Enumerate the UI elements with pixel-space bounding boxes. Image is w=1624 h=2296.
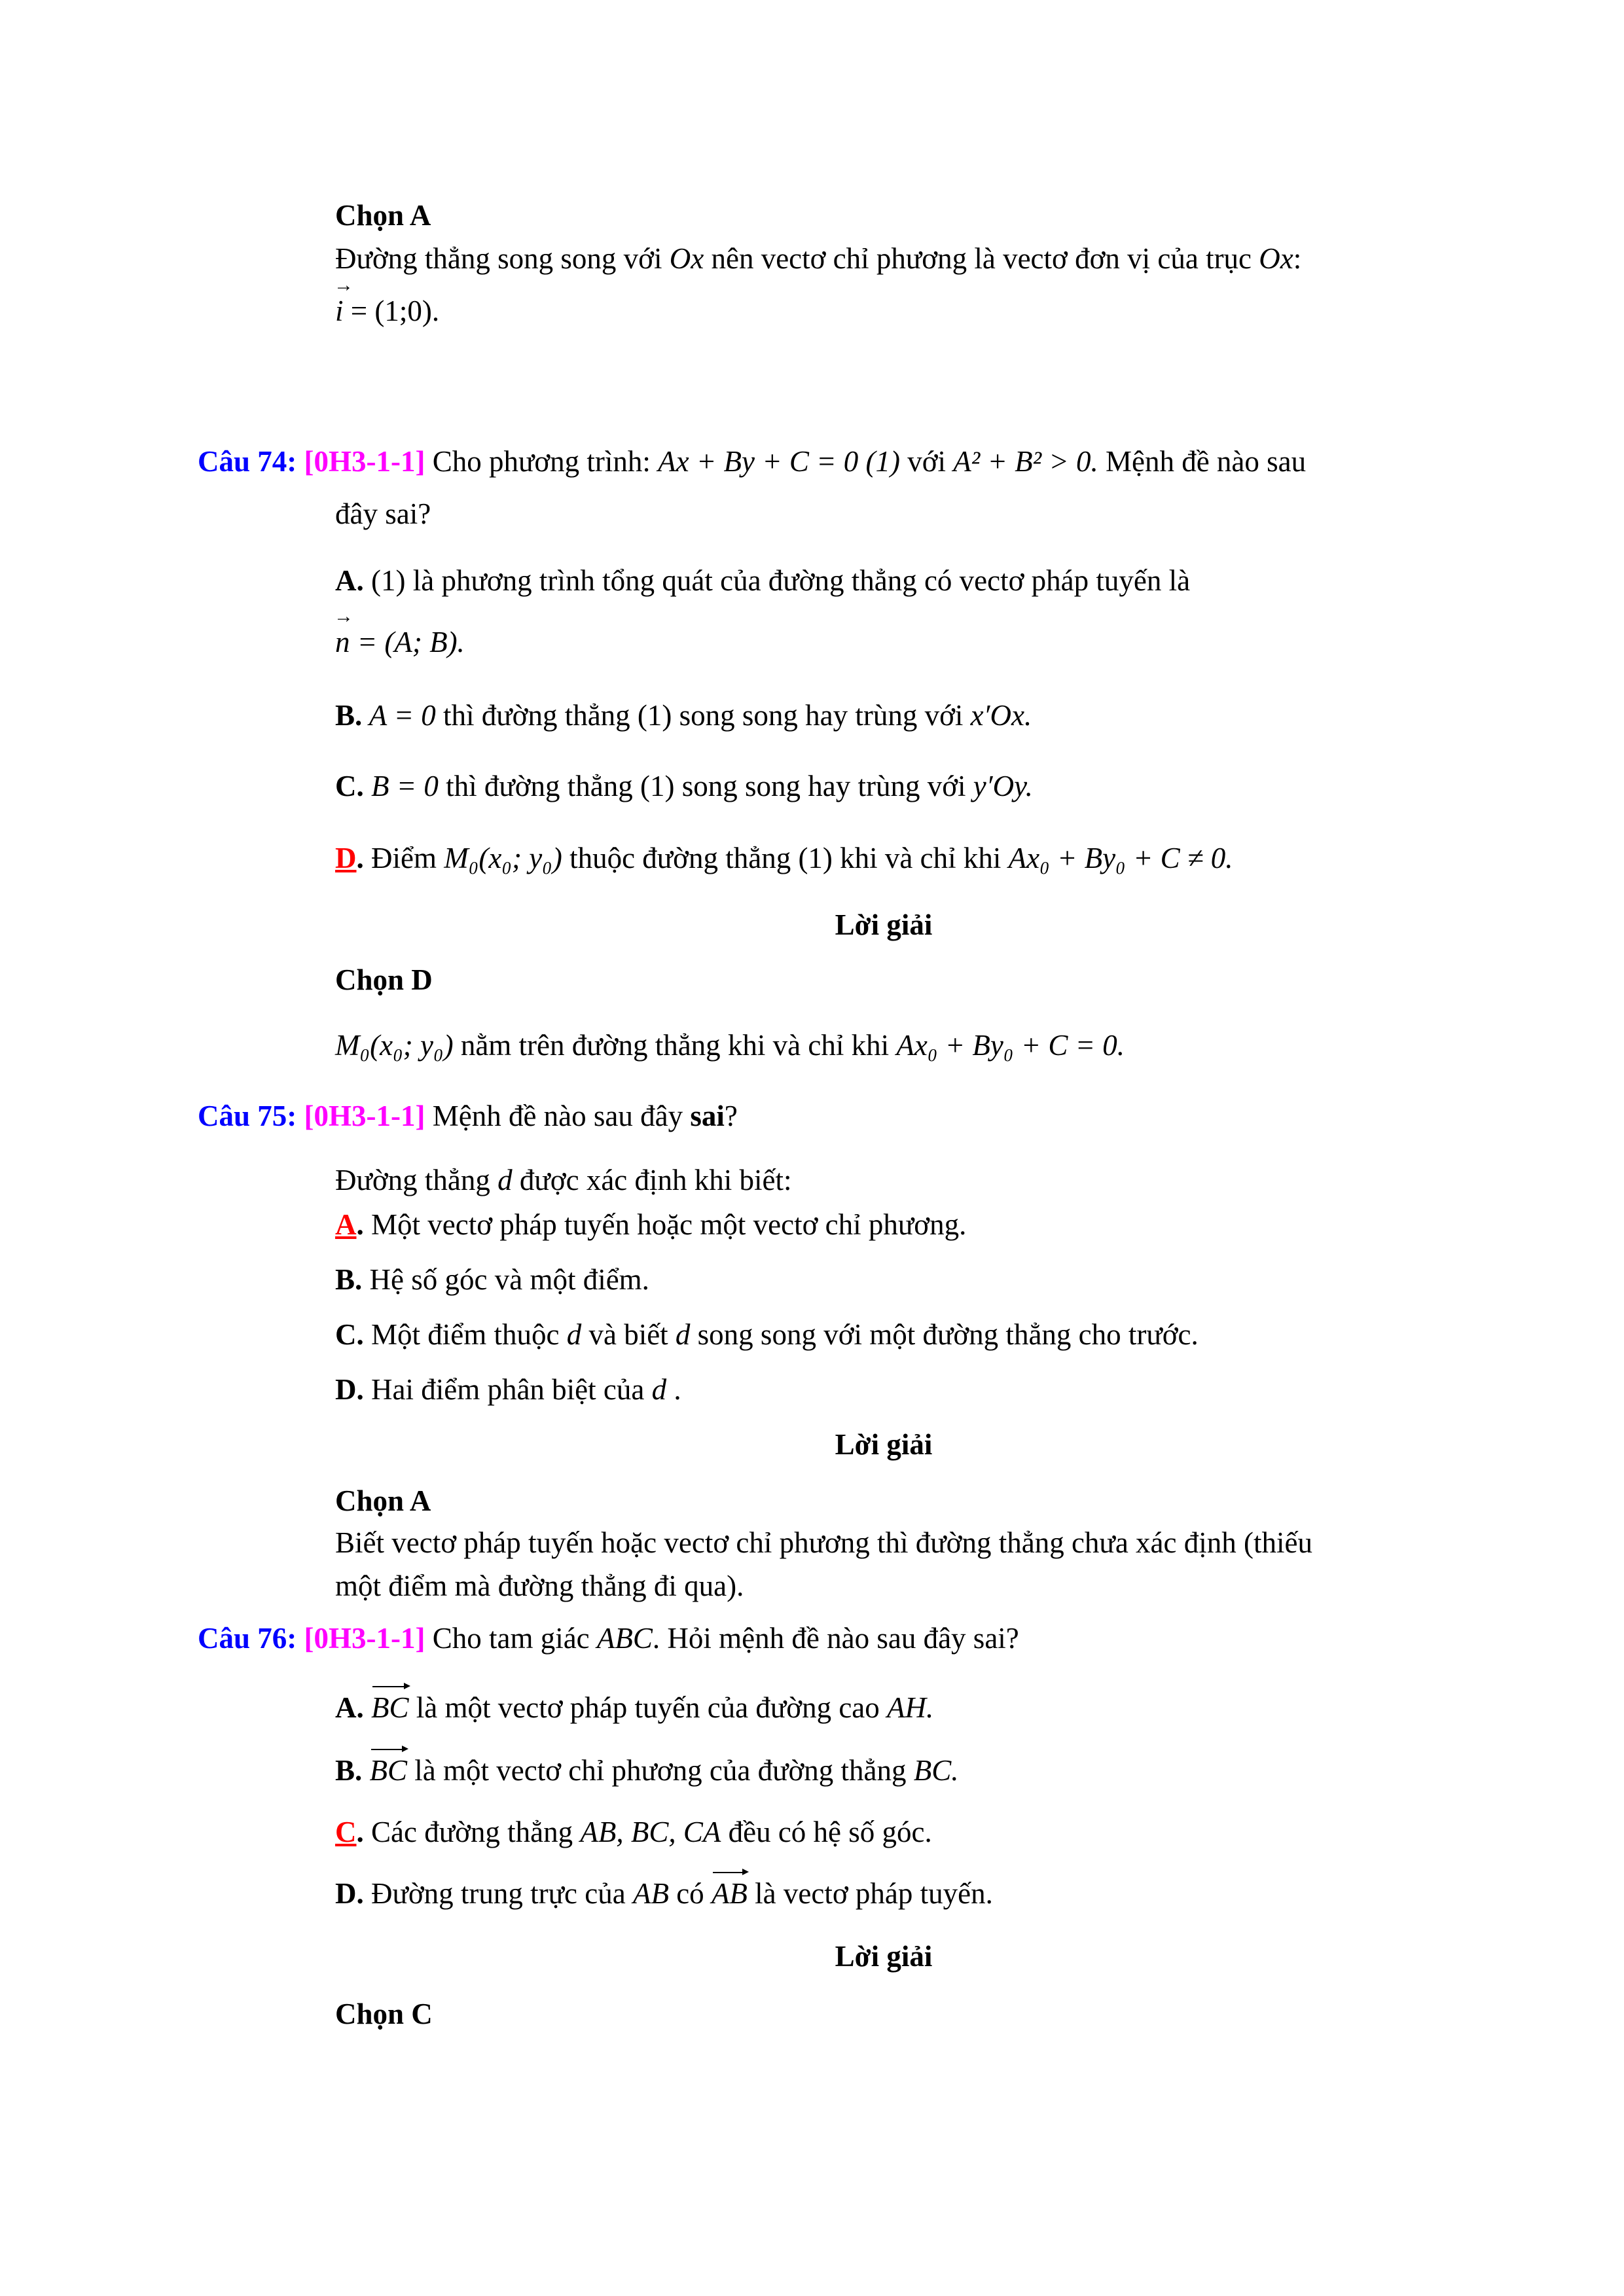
q76-optA-m: AH. — [887, 1691, 934, 1724]
q76-stem-m: ABC — [596, 1622, 653, 1655]
q74-optB-label: B. — [335, 699, 363, 732]
q76-option-c — [335, 1813, 932, 1852]
prev-ox2: Ox — [1259, 242, 1293, 275]
q75-optC-d1: d — [566, 1318, 582, 1351]
q74-optB-axis: x′Ox. — [970, 699, 1032, 732]
q74-optA-label: A. — [335, 564, 364, 597]
q75-code: [0H3-1-1] — [304, 1100, 425, 1132]
q75-intro-d: d — [497, 1164, 513, 1196]
q76-optC-dot: . — [356, 1816, 364, 1848]
q74-optC-axis: y′Oy. — [973, 770, 1033, 802]
q76-label: Câu 76: — [198, 1622, 297, 1655]
vector-bc-a: BC — [371, 1689, 409, 1727]
q75-optA-dot: . — [356, 1208, 364, 1241]
q74-optC-m: B = 0 — [363, 770, 439, 802]
q76-optC-m: AB, BC, CA — [580, 1816, 721, 1848]
q75-intro — [335, 1161, 792, 1200]
q74-sol-eq: Ax₀ + By₀ + C = 0. — [896, 1029, 1125, 1062]
q74-optD-text-a: Điểm — [363, 842, 444, 874]
q75-optD-end: . — [666, 1373, 681, 1406]
q74-stem-d: đây sai? — [335, 497, 431, 530]
q75-optB-label: B. — [335, 1263, 363, 1296]
q76-optA-label: A. — [335, 1691, 364, 1724]
prev-line1-a: Đường thẳng song song với — [335, 242, 670, 275]
q76-chon-text: Chọn C — [335, 1998, 433, 2030]
q74-optB-text: thì đường thẳng (1) song song hay trùng với — [435, 699, 971, 732]
prev-line1-c: : — [1293, 242, 1302, 275]
vector-i: → i — [335, 292, 344, 331]
question-75 — [198, 1097, 738, 1136]
q74-optC-label: C. — [335, 770, 364, 802]
prev-line2 — [335, 292, 1448, 331]
question-76 — [198, 1619, 1019, 1658]
q74-stem-b: với — [899, 445, 954, 478]
prev-chon-text: Chọn A — [335, 199, 431, 232]
q74-optD-text-b: thuộc đường thẳng (1) khi và chỉ khi — [562, 842, 1009, 874]
vector-ab: AB — [712, 1874, 748, 1913]
q76-optD-text-b: có — [668, 1877, 712, 1910]
q76-optB-text: là một vectơ chỉ phương của đường thẳng — [407, 1754, 914, 1787]
q75-sol1 — [335, 1524, 1312, 1562]
q74-cond: A² + B² > 0. — [953, 445, 1098, 478]
q74-optD-pt: M₀(x₀; y₀) — [444, 842, 562, 874]
prev-line1 — [335, 240, 1448, 278]
q75-loigiai-text: Lời giải — [835, 1428, 933, 1461]
q75-optA-text: Một vectơ pháp tuyến hoặc một vectơ chỉ phương. — [363, 1208, 967, 1241]
q75-optC-text-a: Một điểm thuộc — [363, 1318, 567, 1351]
q74-optD-eq: Ax₀ + By₀ + C ≠ 0. — [1008, 842, 1233, 874]
q74-solution — [335, 1026, 1125, 1065]
q75-sol2-text: một điểm mà đường thẳng đi qua). — [335, 1570, 744, 1602]
q76-stem-b: . Hỏi mệnh đề nào sau đây sai? — [652, 1622, 1019, 1655]
q75-option-c — [335, 1316, 1199, 1354]
q75-optC-text-c: song song với một đường thẳng cho trước. — [690, 1318, 1199, 1351]
prev-line1-b: nên vectơ chỉ phương là vectơ đơn vị của trục — [704, 242, 1259, 275]
q76-stem-a: Cho tam giác — [425, 1622, 597, 1655]
q74-option-a — [335, 562, 1190, 600]
q76-optD-m: AB — [632, 1877, 669, 1910]
q75-optD-label: D. — [335, 1373, 364, 1406]
q74-sol-text: nằm trên đường thẳng khi và chỉ khi — [453, 1029, 897, 1062]
q74-option-a-line2 — [335, 623, 465, 662]
q74-stem-a: Cho phương trình: — [425, 445, 659, 478]
vector-bc-b: BC — [370, 1751, 408, 1790]
q75-optC-label: C. — [335, 1318, 364, 1351]
question-74 — [198, 442, 1306, 481]
q75-optB-text: Hệ số góc và một điểm. — [362, 1263, 649, 1296]
q74-option-c — [335, 767, 1033, 806]
q76-optD-text-a: Đường trung trực của — [363, 1877, 633, 1910]
q76-optC-text-a: Các đường thẳng — [363, 1816, 581, 1848]
q74-option-b — [335, 696, 1032, 735]
q74-chon — [335, 961, 433, 999]
q75-sol2 — [335, 1567, 744, 1605]
q76-optB-m: BC. — [913, 1754, 959, 1787]
q75-loigiai — [0, 1426, 1624, 1464]
q75-chon-text: Chọn A — [335, 1484, 431, 1517]
q75-stem-a: Mệnh đề nào sau đây — [425, 1100, 691, 1132]
prev-chon — [335, 196, 1448, 235]
q76-loigiai-text: Lời giải — [835, 1940, 933, 1973]
q75-chon — [335, 1482, 431, 1520]
q76-chon — [335, 1995, 433, 2034]
q75-option-b — [335, 1261, 649, 1299]
q74-loigiai-text: Lời giải — [835, 908, 933, 941]
q74-option-d — [335, 839, 1233, 878]
q74-optA-text: (1) là phương trình tổng quát của đường thẳng có vectơ pháp tuyến là — [363, 564, 1191, 597]
prev-eq-i: = (1;0). — [343, 295, 440, 327]
q76-option-a — [335, 1689, 933, 1727]
q76-optC-label: C — [335, 1816, 357, 1848]
q76-code: [0H3-1-1] — [304, 1622, 425, 1655]
prev-ox1: Ox — [669, 242, 704, 275]
q74-stem-line2 — [335, 495, 431, 533]
q75-intro-a: Đường thẳng — [335, 1164, 498, 1196]
q75-optC-text-b: và biết — [581, 1318, 676, 1351]
q76-optC-text-b: đều có hệ số góc. — [721, 1816, 932, 1848]
q76-option-d — [335, 1874, 993, 1913]
q74-sol-pt: M₀(x₀; y₀) — [335, 1029, 454, 1062]
q74-optA-eq: = (A; B). — [350, 626, 465, 658]
q74-optC-text: thì đường thẳng (1) song song hay trùng với — [438, 770, 973, 802]
q75-optD-text: Hai điểm phân biệt của — [363, 1373, 652, 1406]
q74-eq: Ax + By + C = 0 (1) — [658, 445, 900, 478]
q76-loigiai — [0, 1937, 1624, 1976]
q74-stem-c: Mệnh đề nào sau — [1098, 445, 1307, 478]
q74-optD-dot: . — [356, 842, 364, 874]
q75-intro-b: được xác định khi biết: — [512, 1164, 792, 1196]
q75-optD-d: d — [651, 1373, 667, 1406]
q74-label: Câu 74: — [198, 445, 297, 478]
vector-n: → n — [335, 623, 350, 662]
q75-sol1-text: Biết vectơ pháp tuyến hoặc vectơ chỉ phương thì đường thẳng chưa xác định (thiếu — [335, 1526, 1312, 1559]
q76-optD-label: D. — [335, 1877, 364, 1910]
q75-optA-label: A — [335, 1208, 357, 1241]
q74-optD-label: D — [335, 842, 357, 874]
q75-label: Câu 75: — [198, 1100, 297, 1132]
q74-code: [0H3-1-1] — [304, 445, 425, 478]
q74-loigiai — [0, 906, 1624, 944]
q74-chon-text: Chọn D — [335, 963, 433, 996]
q75-stem-b: sai — [690, 1100, 725, 1132]
q75-option-a — [335, 1206, 966, 1244]
q76-optA-text: là một vectơ pháp tuyến của đường cao — [408, 1691, 888, 1724]
q75-option-d — [335, 1371, 681, 1409]
q76-optD-text-c: là vectơ pháp tuyến. — [747, 1877, 993, 1910]
q76-optB-label: B. — [335, 1754, 363, 1787]
q76-option-b — [335, 1751, 959, 1790]
q74-optB-m: A = 0 — [362, 699, 436, 732]
q75-optC-d2: d — [675, 1318, 691, 1351]
q75-stem-c: ? — [724, 1100, 738, 1132]
